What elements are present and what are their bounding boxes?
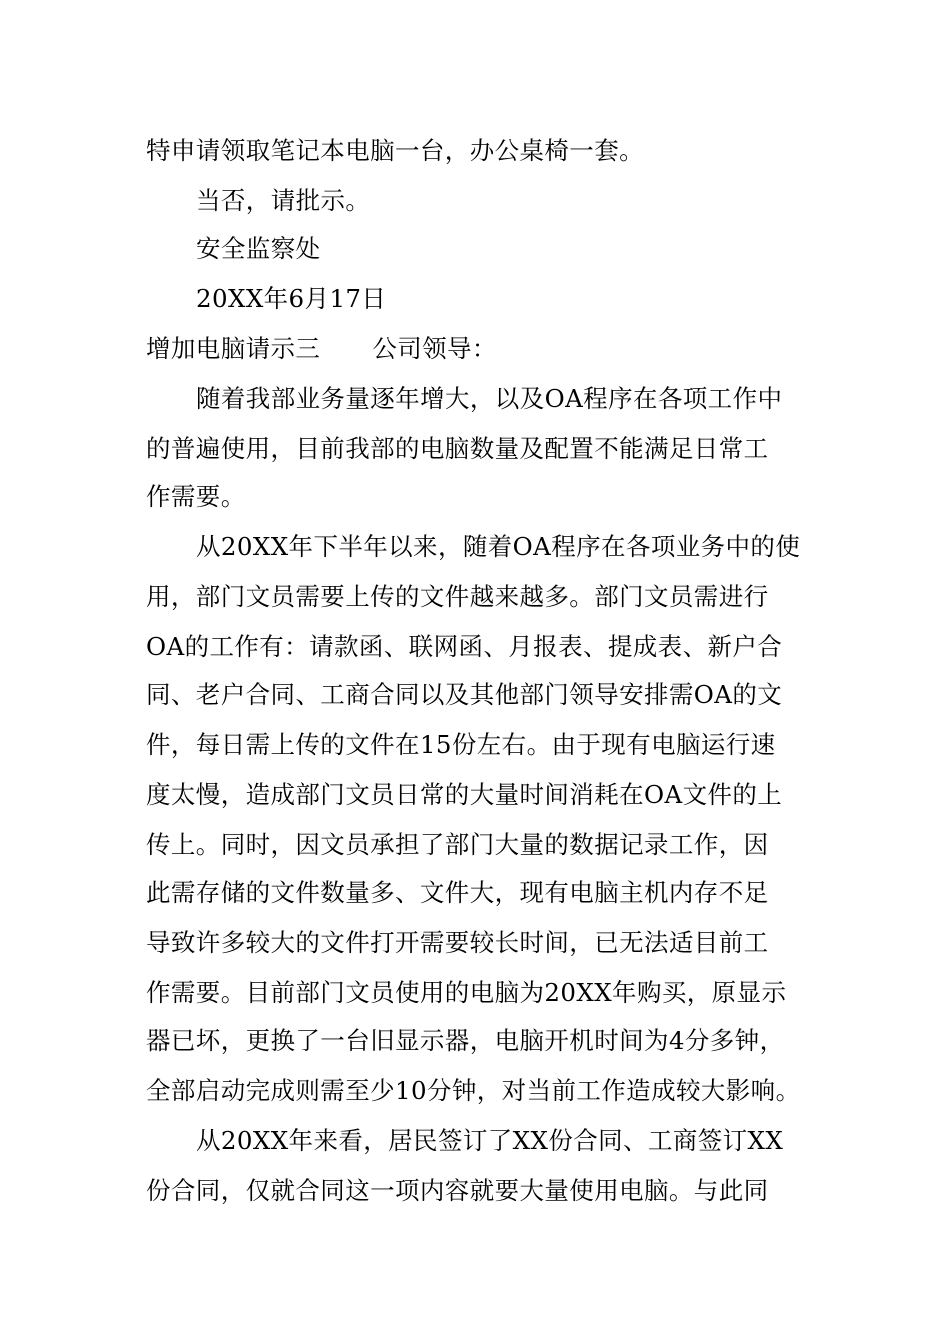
text-line-11: OA的工作有：请款函、联网函、月报表、提成表、新户合 bbox=[146, 632, 783, 661]
text-line-19: 器已坏，更换了一台旧显示器，电脑开机时间为4分多钟， bbox=[146, 1026, 785, 1055]
text-line-3: 安全监察处 bbox=[196, 234, 321, 263]
text-line-20: 全部启动完成则需至少10分钟，对当前工作造成较大影响。 bbox=[146, 1076, 801, 1105]
text-line-18: 作需要。目前部门文员使用的电脑为20XX年购买，原显示 bbox=[146, 978, 787, 1007]
text-line-10: 用，部门文员需要上传的文件越来越多。部门文员需进行 bbox=[146, 582, 769, 611]
text-line-6: 随着我部业务量逐年增大，以及OA程序在各项工作中 bbox=[196, 384, 783, 413]
heading-title: 增加电脑请示三 bbox=[146, 334, 321, 363]
text-line-4: 20XX年6月17日 bbox=[196, 284, 387, 313]
text-line-2: 当否，请批示。 bbox=[196, 186, 371, 215]
text-line-17: 导致许多较大的文件打开需要较长时间，已无法适目前工 bbox=[146, 928, 769, 957]
text-line-8: 作需要。 bbox=[146, 482, 246, 511]
text-line-22: 份合同，仅就合同这一项内容就要大量使用电脑。与此同 bbox=[146, 1176, 769, 1205]
text-line-14: 度太慢，造成部门文员日常的大量时间消耗在OA文件的上 bbox=[146, 780, 783, 809]
text-line-12: 同、老户合同、工商合同以及其他部门领导安排需OA的文 bbox=[146, 680, 783, 709]
text-line-13: 件，每日需上传的文件在15份左右。由于现有电脑运行速 bbox=[146, 730, 776, 759]
text-line-7: 的普遍使用，目前我部的电脑数量及配置不能满足日常工 bbox=[146, 434, 769, 463]
heading-salutation: 公司领导： bbox=[372, 334, 497, 363]
section-heading bbox=[146, 334, 497, 364]
text-line-1: 特申请领取笔记本电脑一台，办公桌椅一套。 bbox=[146, 136, 644, 165]
text-line-16: 此需存储的文件数量多、文件大，现有电脑主机内存不足 bbox=[146, 878, 769, 907]
text-line-21: 从20XX年来看，居民签订了XX份合同、工商签订XX bbox=[196, 1126, 784, 1155]
text-line-9: 从20XX年下半年以来，随着OA程序在各项业务中的使 bbox=[196, 532, 801, 561]
text-line-15: 传上。同时，因文员承担了部门大量的数据记录工作，因 bbox=[146, 830, 769, 859]
